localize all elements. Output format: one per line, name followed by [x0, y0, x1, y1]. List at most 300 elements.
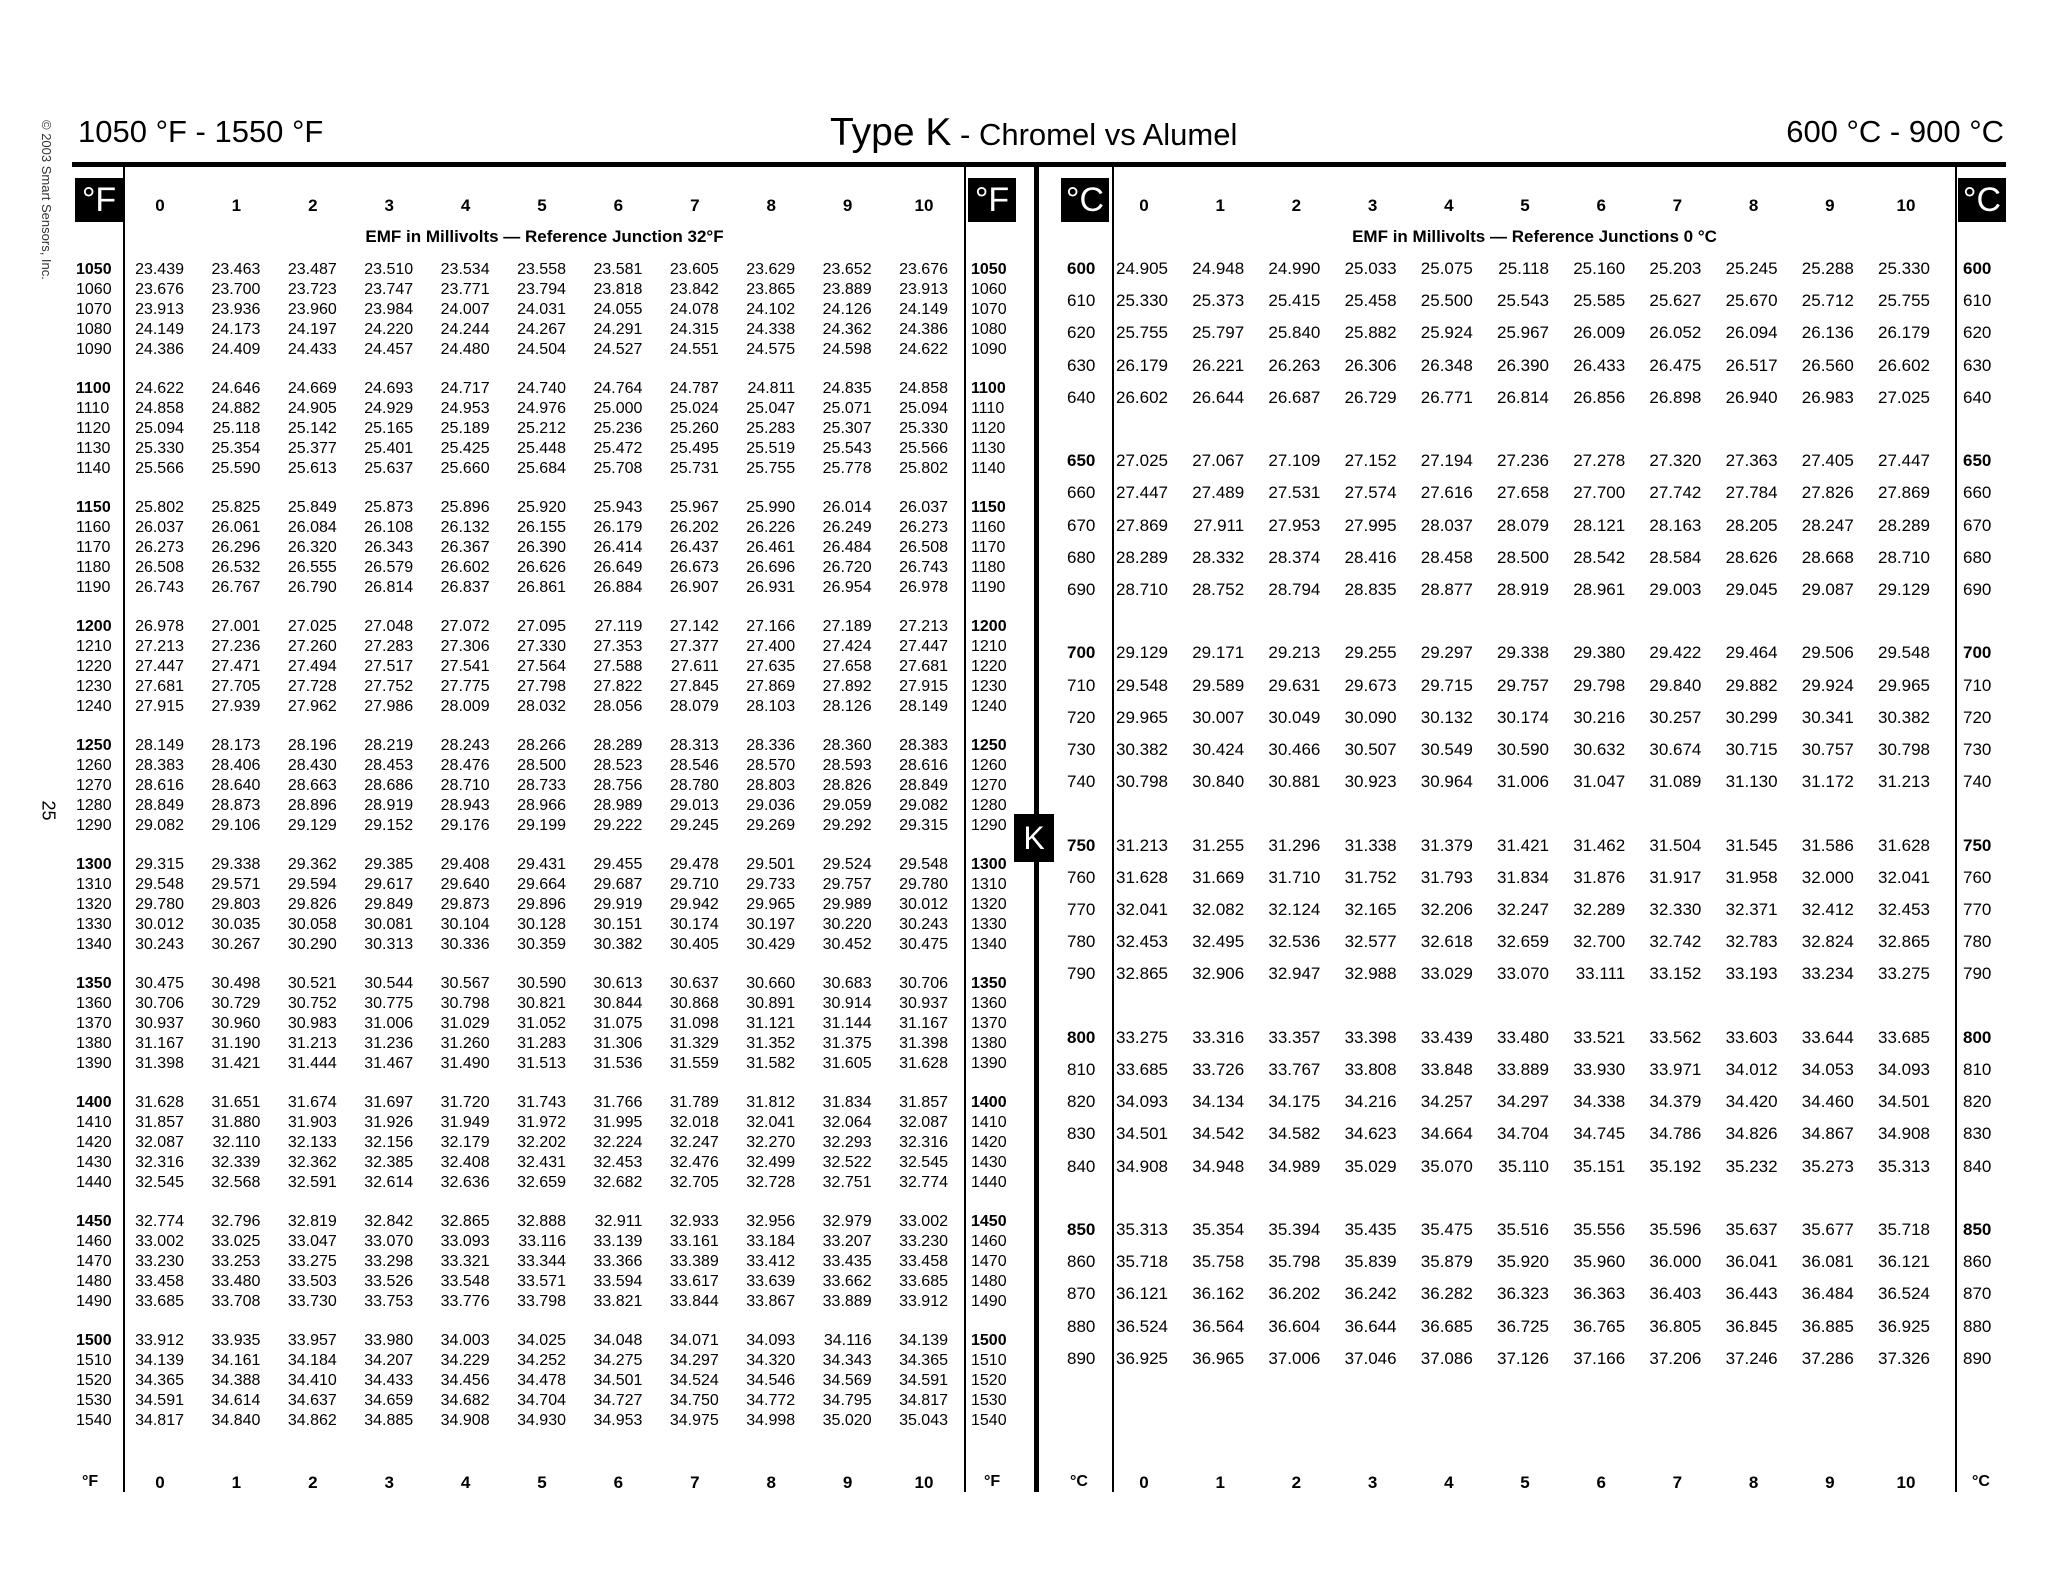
row-label-right: 1050	[971, 261, 1007, 278]
emf-value-cell: 31.338	[1344, 835, 1397, 855]
emf-value-cell: 26.390	[517, 539, 566, 556]
right-table-col-footer: 7	[1672, 1473, 1683, 1492]
emf-value-cell: 32.577	[1344, 932, 1397, 952]
left-table-col-footer: 4	[460, 1473, 471, 1492]
row-label-left: 1360	[76, 995, 112, 1012]
emf-value-cell: 24.811	[747, 380, 796, 397]
emf-value-cell: 33.708	[211, 1293, 261, 1310]
emf-value-cell: 28.686	[364, 777, 414, 794]
emf-value-cell: 30.507	[1344, 740, 1397, 759]
emf-value-cell: 30.683	[822, 975, 872, 992]
row-label-right: 1410	[971, 1114, 1007, 1131]
emf-value-cell: 31.421	[211, 1055, 261, 1072]
emf-value-cell: 34.139	[135, 1352, 184, 1369]
emf-value-cell: 23.652	[822, 261, 872, 278]
emf-value-cell: 30.960	[211, 1015, 261, 1032]
emf-value-cell: 24.905	[1116, 259, 1168, 278]
row-label-right: 840	[1963, 1156, 1992, 1176]
emf-value-cell: 25.637	[364, 460, 414, 477]
emf-value-cell: 31.834	[822, 1094, 872, 1111]
emf-value-cell: 27.025	[1116, 451, 1168, 471]
emf-value-cell: 24.149	[135, 321, 184, 338]
emf-value-cell: 27.283	[364, 638, 414, 655]
emf-value-cell: 29.129	[1878, 580, 1930, 599]
emf-value-cell: 29.640	[440, 876, 490, 893]
emf-value-cell: 24.905	[287, 400, 337, 417]
emf-value-cell: 33.685	[1116, 1060, 1168, 1079]
emf-value-cell: 32.796	[211, 1213, 261, 1230]
emf-value-cell: 26.696	[746, 559, 796, 576]
emf-value-cell: 30.498	[211, 975, 261, 992]
row-label-left: 610	[1067, 291, 1096, 311]
row-label-left: 800	[1067, 1027, 1096, 1047]
emf-value-cell: 29.338	[211, 856, 261, 873]
row-label-right: 700	[1963, 643, 1992, 663]
emf-value-cell: 31.029	[440, 1015, 490, 1032]
emf-value-cell: 34.591	[135, 1392, 184, 1409]
emf-value-cell: 26.626	[517, 559, 566, 576]
emf-value-cell: 36.121	[1116, 1284, 1168, 1304]
row-label-left: 1240	[76, 698, 112, 715]
emf-value-cell: 33.230	[899, 1233, 948, 1250]
emf-value-cell: 33.139	[593, 1233, 643, 1250]
row-label-left: 630	[1067, 355, 1096, 375]
row-label-left: 780	[1067, 932, 1096, 952]
row-label-left: 1070	[76, 301, 112, 318]
row-label-left: 770	[1067, 900, 1096, 919]
emf-value-cell: 28.360	[822, 737, 872, 754]
emf-value-cell: 33.562	[1649, 1027, 1702, 1047]
emf-value-cell: 32.206	[1420, 900, 1473, 919]
emf-value-cell: 24.622	[899, 341, 948, 358]
emf-value-cell: 26.898	[1649, 387, 1702, 407]
row-label-left: 1230	[76, 678, 112, 695]
emf-value-cell: 27.260	[287, 638, 337, 655]
emf-value-cell: 24.267	[517, 321, 566, 338]
emf-value-cell: 28.626	[1725, 547, 1778, 567]
emf-value-cell: 29.571	[211, 876, 261, 893]
emf-value-cell: 30.049	[1268, 707, 1321, 727]
row-label-left: 1310	[76, 876, 112, 893]
emf-value-cell: 29.245	[669, 817, 719, 834]
emf-value-cell: 27.574	[1344, 483, 1397, 503]
emf-value-cell: 28.500	[517, 757, 566, 774]
emf-value-cell: 34.025	[517, 1332, 566, 1349]
emf-value-cell: 27.752	[364, 678, 414, 695]
emf-value-cell: 32.842	[364, 1213, 414, 1230]
fahrenheit-unit-badge-right: °F	[968, 178, 1016, 222]
emf-value-cell: 31.710	[1268, 867, 1321, 887]
right-table-col-footer: 3	[1367, 1473, 1378, 1492]
emf-value-cell: 26.907	[669, 579, 719, 596]
emf-value-cell: 29.965	[746, 896, 796, 913]
emf-value-cell: 25.873	[364, 499, 414, 516]
emf-value-cell: 24.244	[440, 321, 490, 338]
emf-value-cell: 30.660	[746, 975, 796, 992]
emf-value-cell: 35.313	[1116, 1220, 1168, 1239]
emf-value-cell: 34.908	[1116, 1156, 1168, 1176]
row-label-right: 1510	[971, 1352, 1007, 1369]
right-table-col-footer: 2	[1291, 1473, 1302, 1492]
emf-value-cell: 31.789	[669, 1094, 719, 1111]
emf-value-cell: 26.814	[1497, 387, 1549, 407]
row-label-left: 1290	[76, 817, 112, 834]
emf-value-cell: 25.990	[746, 499, 796, 516]
emf-value-cell: 32.202	[517, 1134, 566, 1151]
emf-value-cell: 30.757	[1801, 740, 1854, 759]
emf-value-cell: 36.845	[1725, 1316, 1778, 1336]
emf-value-cell: 30.937	[135, 1015, 184, 1032]
row-label-left: 1540	[76, 1412, 112, 1429]
emf-value-cell: 24.976	[517, 400, 566, 417]
emf-value-cell: 33.389	[669, 1253, 719, 1270]
emf-value-cell: 32.728	[746, 1174, 796, 1191]
emf-value-cell: 28.056	[593, 698, 643, 715]
emf-value-cell: 34.257	[1420, 1092, 1473, 1112]
emf-value-cell: 30.128	[517, 916, 566, 933]
emf-value-cell: 23.984	[364, 301, 414, 318]
emf-value-cell: 33.844	[669, 1293, 719, 1310]
emf-value-cell: 34.175	[1268, 1092, 1321, 1112]
emf-value-cell: 34.867	[1801, 1124, 1854, 1144]
emf-value-cell: 33.161	[669, 1233, 719, 1250]
emf-value-cell: 25.708	[593, 460, 643, 477]
row-label-left: 790	[1067, 964, 1096, 984]
emf-value-cell: 35.920	[1497, 1252, 1549, 1272]
row-label-left: 1390	[76, 1055, 112, 1072]
emf-value-cell: 29.036	[746, 797, 796, 814]
emf-value-cell: 23.676	[899, 261, 948, 278]
row-label-right: 1330	[971, 916, 1007, 933]
emf-value-cell: 26.861	[517, 579, 566, 596]
emf-value-cell: 37.286	[1801, 1348, 1854, 1368]
emf-value-cell: 27.320	[1649, 451, 1702, 471]
emf-value-cell: 23.818	[593, 281, 643, 298]
emf-value-cell: 28.756	[593, 777, 643, 794]
emf-value-cell: 32.956	[746, 1213, 796, 1230]
emf-value-cell: 24.504	[517, 341, 566, 358]
emf-value-cell: 31.582	[746, 1055, 796, 1072]
emf-value-cell: 26.461	[746, 539, 796, 556]
emf-value-cell: 32.289	[1573, 900, 1626, 919]
emf-value-cell: 29.548	[1116, 675, 1168, 695]
emf-value-cell: 30.452	[822, 936, 872, 953]
emf-value-cell: 25.472	[593, 440, 643, 457]
emf-value-cell: 31.352	[746, 1035, 796, 1052]
right-table-col-header: 1	[1215, 196, 1225, 215]
row-label-left: 1420	[76, 1134, 112, 1151]
emf-value-cell: 26.273	[899, 519, 948, 536]
emf-value-cell: 32.133	[287, 1134, 337, 1151]
emf-value-cell: 26.560	[1801, 355, 1854, 375]
emf-value-cell: 28.943	[440, 797, 490, 814]
emf-value-cell: 28.584	[1649, 547, 1702, 567]
emf-value-cell: 33.111	[1575, 964, 1626, 984]
row-label-right: 630	[1963, 355, 1992, 375]
emf-value-cell: 23.700	[211, 281, 261, 298]
row-label-left: 1210	[76, 638, 112, 655]
emf-value-cell: 28.247	[1801, 515, 1854, 535]
emf-value-cell: 29.780	[899, 876, 948, 893]
emf-value-cell: 25.330	[899, 420, 948, 437]
emf-value-cell: 32.906	[1192, 964, 1245, 984]
emf-value-cell: 29.664	[517, 876, 566, 893]
row-label-right: 1390	[971, 1055, 1007, 1072]
left-table-col-footer: 10	[914, 1473, 934, 1492]
emf-value-cell: 34.591	[899, 1372, 948, 1389]
emf-value-cell: 27.845	[669, 678, 719, 695]
emf-value-cell: 34.998	[746, 1412, 796, 1429]
emf-value-cell: 25.943	[593, 499, 643, 516]
row-label-right: 670	[1963, 515, 1992, 535]
emf-value-cell: 37.126	[1497, 1348, 1549, 1368]
emf-value-cell: 32.618	[1420, 932, 1473, 952]
emf-value-cell: 34.460	[1801, 1092, 1854, 1112]
left-table-col-footer: 9	[842, 1473, 853, 1492]
emf-value-cell: 25.033	[1344, 259, 1397, 278]
row-label-right: 820	[1963, 1092, 1992, 1112]
emf-value-cell: 34.745	[1573, 1124, 1626, 1144]
emf-value-cell: 29.362	[287, 856, 337, 873]
emf-value-cell: 26.306	[1344, 355, 1397, 375]
right-table-col-footer: 10	[1896, 1473, 1916, 1492]
emf-value-cell: 28.896	[287, 797, 337, 814]
row-label-right: 770	[1963, 900, 1992, 919]
emf-value-cell: 24.031	[517, 301, 566, 318]
emf-value-cell: 29.919	[593, 896, 643, 913]
emf-value-cell: 33.957	[287, 1332, 337, 1349]
emf-value-cell: 26.687	[1268, 387, 1321, 407]
emf-value-cell: 31.089	[1649, 772, 1702, 792]
emf-value-cell: 33.275	[287, 1253, 337, 1270]
copyright-notice: © 2003 Smart Sensors, Inc.	[39, 120, 54, 280]
emf-value-cell: 26.202	[669, 519, 719, 536]
row-label-right: 1470	[971, 1253, 1007, 1270]
emf-value-cell: 34.637	[287, 1392, 337, 1409]
right-table-col-header: 5	[1520, 196, 1530, 215]
emf-value-cell: 25.896	[440, 499, 490, 516]
emf-value-cell: 35.556	[1573, 1220, 1626, 1239]
emf-value-cell: 25.566	[135, 460, 184, 477]
row-label-right: 1370	[971, 1015, 1007, 1032]
row-label-right: 1060	[971, 281, 1007, 298]
emf-value-cell: 34.093	[1116, 1092, 1168, 1112]
emf-value-cell: 33.230	[135, 1253, 184, 1270]
emf-value-cell: 26.978	[899, 579, 948, 596]
emf-value-cell: 24.291	[593, 321, 643, 338]
emf-value-cell: 25.920	[517, 499, 566, 516]
emf-value-cell: 35.192	[1649, 1156, 1702, 1176]
emf-value-cell: 30.637	[669, 975, 719, 992]
emf-value-cell: 33.639	[746, 1273, 796, 1290]
emf-value-cell: 31.398	[135, 1055, 184, 1072]
row-label-right: 1530	[971, 1392, 1007, 1409]
emf-value-cell: 32.988	[1344, 964, 1397, 984]
row-label-left: 1100	[76, 380, 111, 397]
emf-value-cell: 28.989	[593, 797, 643, 814]
emf-value-cell: 25.613	[287, 460, 337, 477]
emf-value-cell: 27.564	[517, 658, 566, 675]
emf-value-cell: 26.014	[822, 499, 872, 516]
emf-value-cell: 28.336	[746, 737, 796, 754]
emf-value-cell: 24.315	[669, 321, 719, 338]
emf-value-cell: 35.516	[1497, 1220, 1549, 1239]
emf-value-cell: 25.212	[517, 420, 566, 437]
emf-value-cell: 32.659	[1497, 932, 1549, 952]
emf-value-cell: 30.983	[287, 1015, 337, 1032]
emf-value-cell: 33.207	[822, 1233, 872, 1250]
emf-value-cell: 35.394	[1268, 1220, 1321, 1239]
emf-value-cell: 33.298	[364, 1253, 414, 1270]
emf-value-cell: 34.817	[135, 1412, 184, 1429]
row-label-left: 1440	[76, 1174, 112, 1191]
emf-value-cell: 30.267	[211, 936, 261, 953]
emf-value-cell: 28.289	[1116, 547, 1168, 567]
emf-value-cell: 24.858	[135, 400, 184, 417]
emf-value-cell: 29.826	[287, 896, 337, 913]
emf-value-cell: 33.798	[517, 1293, 566, 1310]
left-table-col-header: 2	[308, 196, 318, 215]
emf-value-cell: 27.775	[440, 678, 490, 695]
emf-value-cell: 27.447	[1116, 483, 1168, 503]
emf-value-cell: 26.978	[135, 618, 184, 635]
emf-value-cell: 28.640	[211, 777, 261, 794]
celsius-footer-label-right: °C	[1972, 1473, 1990, 1490]
emf-value-cell: 25.283	[746, 420, 796, 437]
row-label-right: 1350	[971, 975, 1007, 992]
emf-value-cell: 30.243	[135, 936, 184, 953]
emf-value-cell: 25.401	[364, 440, 414, 457]
emf-value-cell: 28.733	[517, 777, 566, 794]
row-label-right: 1310	[971, 876, 1007, 893]
emf-value-cell: 24.433	[287, 341, 337, 358]
row-label-right: 1420	[971, 1134, 1007, 1151]
emf-value-cell: 36.725	[1497, 1316, 1549, 1336]
emf-value-cell: 25.543	[1497, 291, 1549, 311]
row-label-right: 1280	[971, 797, 1007, 814]
emf-value-cell: 30.840	[1192, 772, 1245, 792]
emf-value-cell: 31.283	[517, 1035, 566, 1052]
row-label-left: 830	[1067, 1124, 1096, 1144]
emf-value-cell: 34.365	[135, 1372, 184, 1389]
emf-value-cell: 30.313	[364, 936, 414, 953]
emf-value-cell: 27.330	[517, 638, 566, 655]
row-label-left: 1120	[76, 420, 111, 437]
emf-value-cell: 33.912	[135, 1332, 184, 1349]
row-label-right: 610	[1963, 291, 1992, 311]
emf-value-cell: 23.936	[211, 301, 261, 318]
emf-value-cell: 32.591	[287, 1174, 337, 1191]
emf-value-cell: 30.891	[746, 995, 796, 1012]
emf-value-cell: 36.403	[1649, 1284, 1702, 1304]
emf-value-cell: 30.868	[669, 995, 719, 1012]
row-label-left: 730	[1067, 740, 1096, 759]
emf-value-cell: 26.273	[135, 539, 184, 556]
emf-value-cell: 28.079	[1497, 515, 1549, 535]
emf-value-cell: 24.646	[211, 380, 261, 397]
emf-value-cell: 27.681	[899, 658, 948, 675]
emf-value-cell: 25.967	[1497, 323, 1549, 343]
emf-value-cell: 33.526	[364, 1273, 414, 1290]
emf-value-cell: 25.802	[135, 499, 184, 516]
emf-value-cell: 33.234	[1801, 964, 1854, 984]
emf-value-cell: 24.551	[669, 341, 719, 358]
emf-value-cell: 29.617	[364, 876, 414, 893]
emf-value-cell: 27.152	[1344, 451, 1397, 471]
emf-value-cell: 33.912	[899, 1293, 948, 1310]
emf-value-cell: 27.826	[1801, 483, 1854, 503]
right-table-col-header: 0	[1139, 196, 1149, 215]
emf-value-cell: 34.953	[593, 1412, 643, 1429]
emf-value-cell: 32.947	[1268, 964, 1321, 984]
emf-value-cell: 29.803	[211, 896, 261, 913]
row-label-left: 1220	[76, 658, 112, 675]
emf-value-cell: 25.825	[211, 499, 261, 516]
row-label-right: 620	[1963, 323, 1992, 343]
emf-value-cell: 33.435	[822, 1253, 872, 1270]
emf-value-cell: 24.386	[135, 341, 184, 358]
emf-value-cell: 29.171	[1192, 643, 1245, 663]
left-table-col-footer: 7	[690, 1473, 700, 1492]
emf-value-cell: 27.892	[822, 678, 872, 695]
emf-value-cell: 31.236	[364, 1035, 414, 1052]
emf-value-cell: 27.400	[746, 638, 796, 655]
emf-value-cell: 30.844	[593, 995, 643, 1012]
emf-value-cell: 32.783	[1725, 932, 1778, 952]
emf-value-cell: 31.167	[135, 1035, 184, 1052]
left-table-col-header: 7	[690, 196, 700, 215]
row-label-right: 680	[1963, 547, 1992, 567]
emf-value-cell: 31.586	[1801, 835, 1854, 855]
emf-value-cell: 34.501	[593, 1372, 643, 1389]
emf-value-cell: 27.635	[746, 658, 796, 675]
right-table-subtitle: EMF in Millivolts — Reference Junctions 0 °C	[1352, 227, 1717, 246]
emf-value-cell: 26.532	[211, 559, 261, 576]
emf-value-cell: 27.915	[899, 678, 948, 695]
emf-value-cell: 35.718	[1116, 1252, 1168, 1272]
emf-value-cell: 37.166	[1573, 1348, 1626, 1368]
emf-value-cell: 29.548	[1878, 643, 1930, 663]
emf-value-cell: 34.546	[746, 1372, 796, 1389]
fahrenheit-footer-label-right: °F	[984, 1473, 1001, 1490]
emf-value-cell: 28.313	[669, 737, 719, 754]
row-label-left: 700	[1067, 643, 1096, 663]
emf-value-cell: 32.865	[1116, 964, 1168, 984]
emf-value-cell: 33.594	[593, 1273, 643, 1290]
type-k-tab: K	[1014, 814, 1054, 862]
emf-value-cell: 31.213	[287, 1035, 337, 1052]
emf-value-cell: 27.306	[440, 638, 490, 655]
emf-value-cell: 34.093	[746, 1332, 796, 1349]
emf-value-cell: 26.263	[1268, 355, 1321, 375]
row-label-left: 1170	[76, 539, 111, 556]
emf-value-cell: 31.917	[1649, 867, 1702, 887]
left-table-col-header: 10	[914, 196, 934, 215]
emf-value-cell: 33.002	[899, 1213, 948, 1230]
emf-value-cell: 27.681	[135, 678, 184, 695]
emf-value-cell: 33.093	[440, 1233, 490, 1250]
emf-value-cell: 24.693	[364, 380, 414, 397]
emf-value-cell: 30.424	[1192, 740, 1245, 759]
emf-value-cell: 26.155	[517, 519, 566, 536]
emf-value-cell: 30.382	[1878, 707, 1930, 727]
emf-value-cell: 29.315	[899, 817, 948, 834]
emf-value-cell: 33.935	[211, 1332, 261, 1349]
row-label-left: 1330	[76, 916, 112, 933]
emf-value-cell: 25.425	[440, 440, 490, 457]
emf-value-cell: 34.297	[1497, 1092, 1549, 1112]
emf-value-cell: 23.842	[669, 281, 719, 298]
